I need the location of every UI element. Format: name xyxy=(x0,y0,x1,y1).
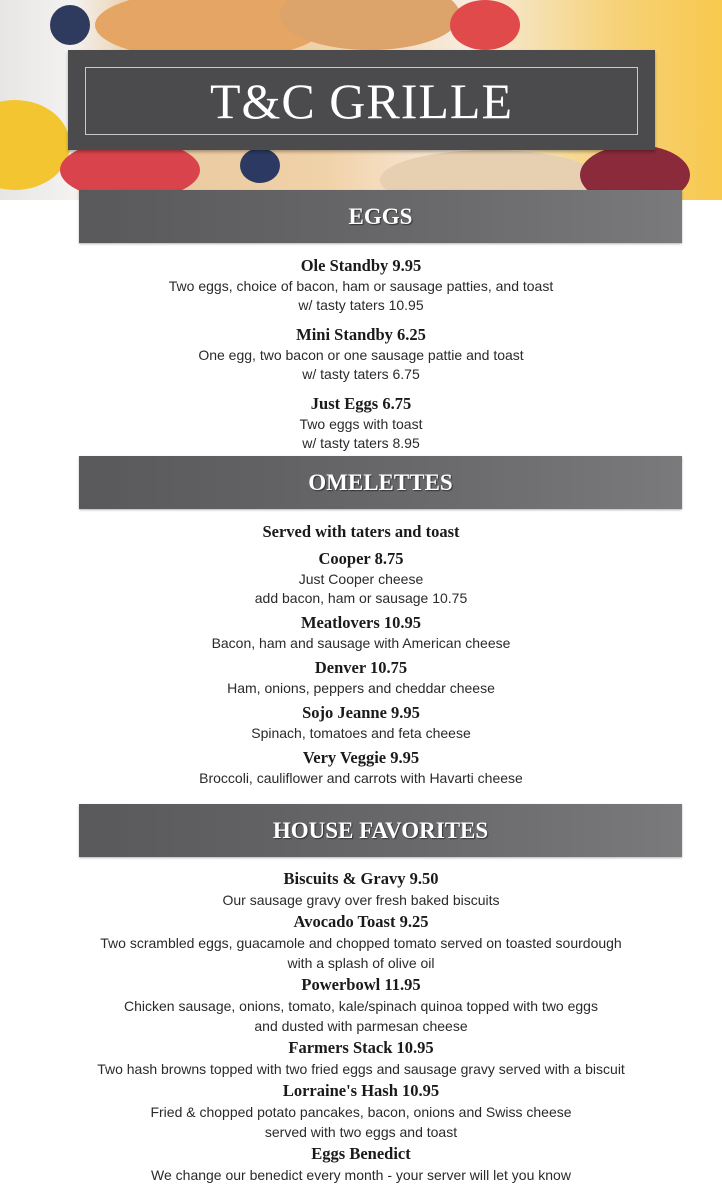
item-desc: w/ tasty taters 6.75 xyxy=(302,366,420,382)
item-desc: Just Cooper cheese xyxy=(298,571,424,587)
item-desc: We change our benedict every month - your server will let you know xyxy=(151,1167,571,1183)
orange-juice-image xyxy=(0,100,70,190)
menu-item xyxy=(0,1037,722,1079)
menu-item xyxy=(0,868,722,910)
item-name: Just Eggs 6.75 xyxy=(310,394,412,413)
item-name: Cooper 8.75 xyxy=(318,549,404,568)
blueberry-image xyxy=(50,5,90,45)
item-desc: Broccoli, cauliflower and carrots with Havarti cheese xyxy=(199,770,523,786)
item-desc: Two eggs with toast xyxy=(299,416,423,432)
menu-item xyxy=(0,701,722,743)
item-desc: w/ tasty taters 8.95 xyxy=(302,435,420,451)
berry-image xyxy=(450,0,520,50)
restaurant-title: T&C GRILLE xyxy=(209,73,514,129)
section-header-omelettes xyxy=(79,456,682,509)
item-desc: w/ tasty taters 10.95 xyxy=(298,297,424,313)
item-desc: Bacon, ham and sausage with American cheese xyxy=(211,635,511,651)
section-header-house-favorites xyxy=(79,804,682,857)
menu-item xyxy=(0,611,722,653)
item-desc: Fried & chopped potato pancakes, bacon, onions and Swiss cheese xyxy=(150,1104,572,1120)
item-name: Avocado Toast 9.25 xyxy=(293,912,429,931)
item-desc: One egg, two bacon or one sausage pattie and toast xyxy=(198,347,524,363)
item-name: Powerbowl 11.95 xyxy=(301,975,421,994)
section-subtitle: Served with taters and toast xyxy=(262,522,460,541)
menu-item xyxy=(0,1080,722,1142)
section-title: OMELETTES xyxy=(308,469,453,495)
section-header-eggs xyxy=(79,190,682,243)
item-name: Sojo Jeanne 9.95 xyxy=(302,703,420,722)
menu-item xyxy=(0,1143,722,1185)
item-name: Very Veggie 9.95 xyxy=(302,748,420,767)
section-title: HOUSE FAVORITES xyxy=(272,817,489,843)
blueberry-image xyxy=(240,148,280,183)
item-desc: add bacon, ham or sausage 10.75 xyxy=(254,590,468,606)
item-desc: with a splash of olive oil xyxy=(287,955,435,971)
item-desc: served with two eggs and toast xyxy=(264,1124,458,1140)
item-desc: Our sausage gravy over fresh baked biscuits xyxy=(222,892,500,908)
item-name: Farmers Stack 10.95 xyxy=(288,1038,434,1057)
item-desc: and dusted with parmesan cheese xyxy=(254,1018,468,1034)
restaurant-title-banner xyxy=(68,50,655,150)
item-name: Biscuits & Gravy 9.50 xyxy=(283,869,439,888)
menu-item xyxy=(0,974,722,1036)
item-name: Lorraine's Hash 10.95 xyxy=(282,1081,440,1100)
item-desc: Two eggs, choice of bacon, ham or sausage patties, and toast xyxy=(168,278,554,294)
item-name: Mini Standby 6.25 xyxy=(296,325,426,344)
item-desc: Chicken sausage, onions, tomato, kale/spinach quinoa topped with two eggs xyxy=(124,998,598,1014)
section-title: EGGS xyxy=(348,203,413,229)
eggs-section xyxy=(0,255,722,462)
item-desc: Two scrambled eggs, guacamole and chopped tomato served on toasted sourdough xyxy=(100,935,622,951)
item-desc: Ham, onions, peppers and cheddar cheese xyxy=(227,680,495,696)
menu-item xyxy=(0,547,722,608)
menu-item xyxy=(0,911,722,973)
menu-item xyxy=(0,393,722,453)
item-desc: Two hash browns topped with two fried eggs and sausage gravy served with a biscuit xyxy=(97,1061,625,1077)
menu-item xyxy=(0,746,722,788)
menu-item xyxy=(0,324,722,384)
menu-item xyxy=(0,656,722,698)
item-desc: Spinach, tomatoes and feta cheese xyxy=(251,725,471,741)
item-name: Denver 10.75 xyxy=(314,658,408,677)
item-name: Ole Standby 9.95 xyxy=(300,256,422,275)
item-name: Eggs Benedict xyxy=(311,1144,411,1163)
house-favorites-section xyxy=(0,868,722,1186)
menu-item xyxy=(0,255,722,315)
omelettes-section xyxy=(0,520,722,791)
item-name: Meatlovers 10.95 xyxy=(300,613,422,632)
